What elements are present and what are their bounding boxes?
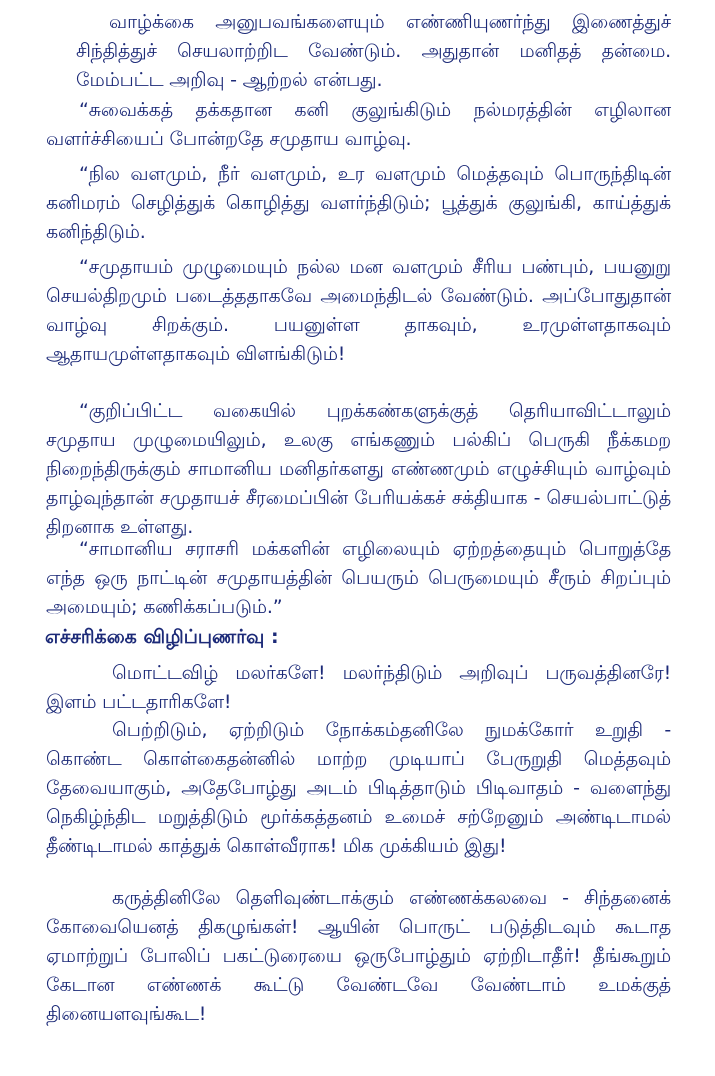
paragraph-determination: பெற்றிடும், ஏற்றிடும் நோக்கம்தனிலே நுமக்கோர் உறுதி - கொண்ட கொள்கைதன்னில் மாற்ற முடியாப் பேருறுதி மெத்தவும் தேவையாகும், அதேபோழ்து அடம் பிடித்தாடும் பிடிவாதம் - வளைந்து நெகிழ்ந்திட மறுத்திடும் மூர்க்கத்தனம் உமைச் சற்றேனும் அண்டிடாமல் தீண்டிடாமல் காத்துக் கொள்வீராக! மிக முக்கியம் இது! xyxy=(46,719,671,857)
paragraph-life-experience: வாழ்க்கை அனுபவங்களையும் எண்ணியுணர்ந்து இணைத்துச் சிந்தித்துச் செயலாற்றிட வேண்டும். அதுதான் மனிதத் தன்மை. மேம்பட்ட அறிவு - ஆற்றல் என்பது. xyxy=(76,11,671,91)
paragraph-soil-water: “நில வளமும், நீர் வளமும், உர வளமும் மெத்தவும் பொருந்திடின் கனிமரம் செழித்துக் கொழித்து வளர்ந்திடும்; பூத்துக் குலுங்கி, காய்த்துக் கனிந்திடும். xyxy=(46,163,671,243)
paragraph-blossoms: மொட்டவிழ் மலர்களே! மலர்ந்திடும் அறிவுப் பருவத்தினரே! இளம் பட்டதாரிகளே! xyxy=(46,662,671,713)
paragraph-society-whole: “சமுதாயம் முழுமையும் நல்ல மன வளமும் சீரிய பண்பும், பயனுறு செயல்திறமும் படைத்ததாகவே அமைந்திடல் வேண்டும். அப்போதுதான் வாழ்வு சிறக்கும். பயனுள்ள தாகவும், உரமுள்ளதாகவும் ஆதாயமுள்ளதாகவும் விளங்கிடும்! xyxy=(46,256,671,365)
paragraph-nation-pride: “சாமானிய சராசரி மக்களின் எழிலையும் ஏற்றத்தையும் பொறுத்தே எந்த ஒரு நாட்டின் சமுதாயத்தின் பெயரும் பெருமையும் சீரும் சிறப்பும் அமையும்; கணிக்கப்படும்.” xyxy=(46,538,671,618)
paragraph-clarity: கருத்தினிலே தெளிவுண்டாக்கும் எண்ணக்கலவை - சிந்தனைக் கோவையெனத் திகழுங்கள்! ஆயின் பொருட் படுத்திடவும் கூடாத ஏமாற்றுப் போலிப் பகட்டுரையை ஒருபோழ்தும் ஏற்றிடாதீர்! தீங்கூறும் கேடான எண்ணக் கூட்டு வேண்டவே வேண்டாம் உமக்குத் தினையளவுங்கூட! xyxy=(46,887,671,1025)
paragraph-common-people: “குறிப்பிட்ட வகையில் புறக்கண்களுக்குத் தெரியாவிட்டாலும் சமுதாய முழுமையிலும், உலகு எங்கணும் பல்கிப் பெருகி நீக்கமற நிறைந்திருக்கும் சாமானிய மனிதர்களது எண்ணமும் எழுச்சியும் வாழ்வும் தாழ்வுந்தான் சமுதாயச் சீரமைப்பின் பேரியக்கச் சக்தியாக - செயல்பாட்டுத் திறனாக உள்ளது. xyxy=(46,400,671,538)
paragraph-fruit-tree: “சுவைக்கத் தக்கதான கனி குலுங்கிடும் நல்மரத்தின் எழிலான வளர்ச்சியைப் போன்றதே சமுதாய வாழ்வு. xyxy=(46,99,671,150)
section-heading-warning: எச்சரிக்கை விழிப்புணர்வு : xyxy=(45,626,279,648)
